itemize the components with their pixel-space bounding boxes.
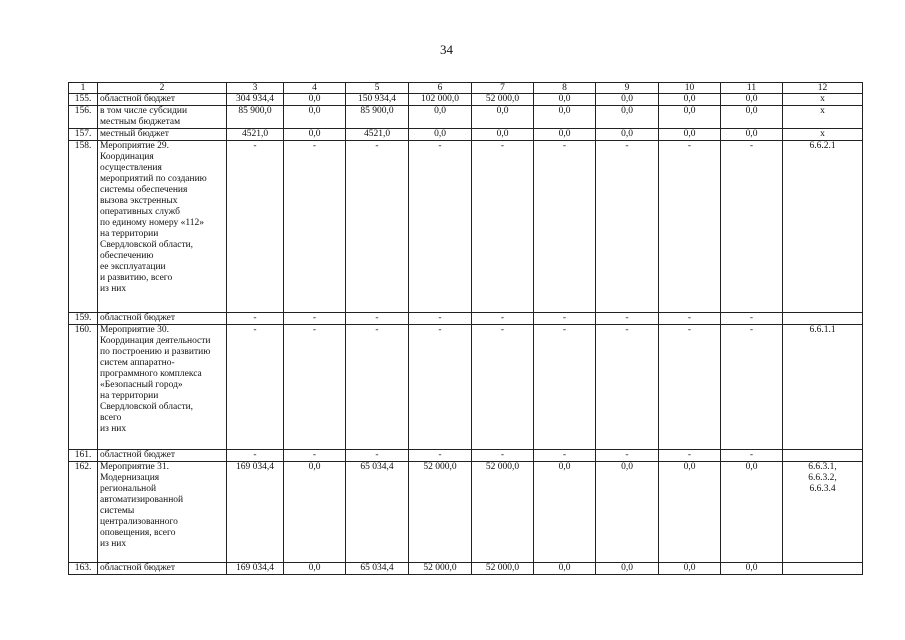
value-cell: - (284, 450, 346, 462)
value-cell: - (409, 450, 472, 462)
value-cell: - (227, 141, 284, 313)
value-cell: 52 000,0 (409, 563, 472, 575)
value-cell: 85 900,0 (227, 106, 284, 129)
table-row (69, 563, 863, 575)
value-cell: 52 000,0 (472, 94, 534, 106)
table-row (69, 325, 863, 450)
value-cell: 0,0 (534, 462, 596, 563)
value-cell: 169 034,4 (227, 462, 284, 563)
value-cell: - (346, 141, 409, 313)
budget-table (68, 82, 863, 575)
column-header: 4 (284, 83, 346, 94)
value-cell: 52 000,0 (472, 563, 534, 575)
table-row (69, 94, 863, 106)
row-number: 158. (69, 141, 98, 313)
target-code: 6.6.2.1 (783, 141, 863, 313)
value-cell: - (227, 450, 284, 462)
value-cell: - (472, 325, 534, 450)
value-cell: - (227, 313, 284, 325)
column-header: 12 (783, 83, 863, 94)
target-code: х (783, 129, 863, 141)
table-header-row (69, 83, 863, 94)
value-cell: 0,0 (472, 129, 534, 141)
target-code (783, 563, 863, 575)
row-name: областной бюджет (98, 313, 227, 325)
value-cell: 102 000,0 (409, 94, 472, 106)
value-cell: - (284, 325, 346, 450)
column-header: 8 (534, 83, 596, 94)
value-cell: 0,0 (534, 94, 596, 106)
row-name: в том числе субсидии местным бюджетам (98, 106, 227, 129)
value-cell: - (721, 141, 783, 313)
value-cell: - (409, 141, 472, 313)
column-header: 9 (596, 83, 659, 94)
value-cell: - (284, 141, 346, 313)
value-cell: - (534, 450, 596, 462)
table-row (69, 450, 863, 462)
value-cell: - (472, 141, 534, 313)
row-number: 157. (69, 129, 98, 141)
row-name: Мероприятие 31. Модернизация региональной автоматизированной системы централизованного оповещения, всего из них (98, 462, 227, 563)
value-cell: 0,0 (284, 106, 346, 129)
value-cell: 0,0 (596, 94, 659, 106)
value-cell: 0,0 (659, 106, 721, 129)
value-cell: 52 000,0 (472, 462, 534, 563)
page-number: 34 (440, 42, 453, 57)
row-number: 156. (69, 106, 98, 129)
value-cell: 52 000,0 (409, 462, 472, 563)
value-cell: - (659, 450, 721, 462)
target-code (783, 450, 863, 462)
value-cell: 0,0 (534, 129, 596, 141)
value-cell: 0,0 (409, 129, 472, 141)
column-header: 7 (472, 83, 534, 94)
column-header: 11 (721, 83, 783, 94)
column-header: 5 (346, 83, 409, 94)
value-cell: - (346, 325, 409, 450)
row-number: 163. (69, 563, 98, 575)
column-header: 6 (409, 83, 472, 94)
value-cell: 0,0 (659, 563, 721, 575)
table-row (69, 313, 863, 325)
table-row (69, 106, 863, 129)
value-cell: - (534, 325, 596, 450)
value-cell: 0,0 (596, 106, 659, 129)
row-name: местный бюджет (98, 129, 227, 141)
value-cell: 0,0 (721, 462, 783, 563)
row-name: Мероприятие 30. Координация деятельности по построению и развитию систем аппаратно- программного комплекса «Безопасный город» на территории Свердловской области, всего из них (98, 325, 227, 450)
row-name: областной бюджет (98, 94, 227, 106)
table-row (69, 141, 863, 313)
value-cell: - (346, 450, 409, 462)
value-cell: 0,0 (721, 129, 783, 141)
value-cell: 0,0 (659, 94, 721, 106)
value-cell: 0,0 (284, 462, 346, 563)
value-cell: - (534, 141, 596, 313)
value-cell: - (721, 450, 783, 462)
value-cell: - (659, 313, 721, 325)
value-cell: - (472, 450, 534, 462)
target-code: х (783, 106, 863, 129)
value-cell: 0,0 (534, 563, 596, 575)
value-cell: 150 934,4 (346, 94, 409, 106)
value-cell: 0,0 (534, 106, 596, 129)
value-cell: 0,0 (284, 563, 346, 575)
row-number: 161. (69, 450, 98, 462)
row-number: 160. (69, 325, 98, 450)
table-row (69, 462, 863, 563)
value-cell: - (409, 325, 472, 450)
row-name: областной бюджет (98, 563, 227, 575)
value-cell: - (346, 313, 409, 325)
value-cell: 0,0 (409, 106, 472, 129)
value-cell: 0,0 (721, 563, 783, 575)
column-header: 1 (69, 83, 98, 94)
value-cell: - (472, 313, 534, 325)
target-code: 6.6.1.1 (783, 325, 863, 450)
value-cell: 304 934,4 (227, 94, 284, 106)
value-cell: 0,0 (721, 94, 783, 106)
column-header: 2 (98, 83, 227, 94)
value-cell: 65 034,4 (346, 462, 409, 563)
value-cell: 169 034,4 (227, 563, 284, 575)
row-number: 155. (69, 94, 98, 106)
value-cell: 4521,0 (346, 129, 409, 141)
row-number: 159. (69, 313, 98, 325)
value-cell: 65 034,4 (346, 563, 409, 575)
value-cell: - (659, 325, 721, 450)
value-cell: - (596, 325, 659, 450)
value-cell: 0,0 (472, 106, 534, 129)
value-cell: 4521,0 (227, 129, 284, 141)
value-cell: - (534, 313, 596, 325)
value-cell: 85 900,0 (346, 106, 409, 129)
row-number: 162. (69, 462, 98, 563)
value-cell: - (227, 325, 284, 450)
value-cell: 0,0 (284, 129, 346, 141)
row-name: областной бюджет (98, 450, 227, 462)
value-cell: - (409, 313, 472, 325)
value-cell: - (721, 325, 783, 450)
target-code: 6.6.3.1, 6.6.3.2, 6.6.3.4 (783, 462, 863, 563)
row-name: Мероприятие 29. Координация осуществления мероприятий по созданию системы обеспечения вызова экстренных оперативных служб по единому номеру «112» на территории Свердловской области, обеспечению ее эксплуатации и развитию, всего из них (98, 141, 227, 313)
value-cell: 0,0 (596, 563, 659, 575)
table-row (69, 129, 863, 141)
value-cell: 0,0 (659, 129, 721, 141)
value-cell: - (721, 313, 783, 325)
value-cell: 0,0 (596, 129, 659, 141)
target-code (783, 313, 863, 325)
value-cell: 0,0 (659, 462, 721, 563)
column-header: 3 (227, 83, 284, 94)
value-cell: 0,0 (284, 94, 346, 106)
value-cell: - (596, 141, 659, 313)
value-cell: 0,0 (721, 106, 783, 129)
value-cell: - (659, 141, 721, 313)
value-cell: - (596, 313, 659, 325)
column-header: 10 (659, 83, 721, 94)
value-cell: - (284, 313, 346, 325)
value-cell: 0,0 (596, 462, 659, 563)
value-cell: - (596, 450, 659, 462)
target-code: х (783, 94, 863, 106)
